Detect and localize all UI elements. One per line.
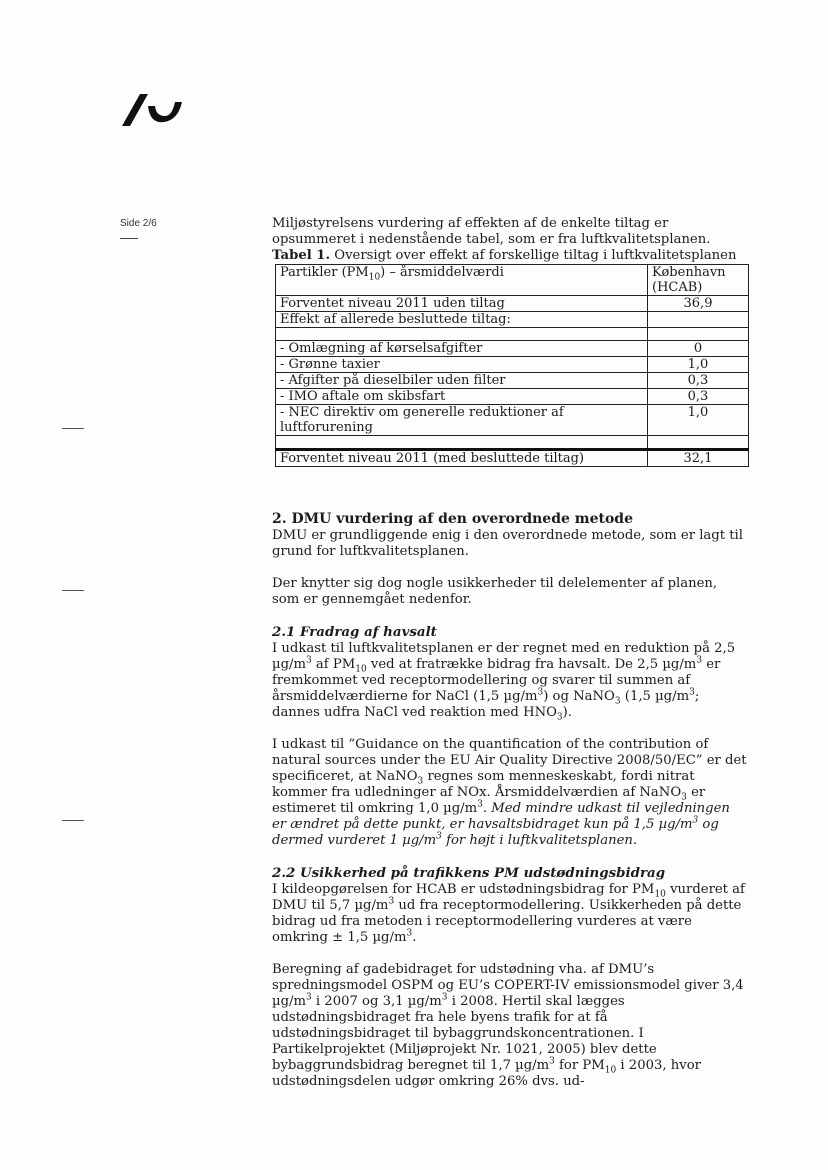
table-caption-label: Tabel 1. [272, 248, 331, 263]
table-cell-value: 1,0 [648, 405, 749, 436]
table-cell-label: - IMO aftale om skibsfart [276, 389, 648, 405]
table-row [276, 357, 749, 373]
subsection-heading: 2.1 Fradrag af havsalt [272, 624, 437, 640]
paragraph: DMU er grundliggende enig i den overordnede metode, som er lagt til grund for luftkvalitetsplanen. [272, 528, 743, 559]
table-cell-value: 36,9 [648, 296, 749, 312]
document-body [272, 216, 748, 1090]
table-caption-text: Oversigt over effekt af forskellige tiltag i luftkvalitetsplanen [330, 248, 737, 263]
table-cell-value: 0,3 [648, 389, 749, 405]
table-row-effect-header [276, 312, 749, 328]
margin-mark [62, 590, 84, 591]
table-cell-value: 1,0 [648, 357, 749, 373]
table-row [276, 341, 749, 357]
table-row-expected [276, 296, 749, 312]
paragraph: I kildeopgørelsen for HCAB er udstødningsbidrag for $PM_{10}$ vurderet af DMU til 5,7 $\mu g/m^3$ ud fra receptormodellering. Usikkerheden på dette bidrag ud fra metoden i receptormodellering vurderes at være omkring ± 1,5 $\mu g/m^3$. [272, 882, 745, 945]
table-row [276, 389, 749, 405]
table-cell-label: - NEC direktiv om generelle reduktioner af luftforurening [276, 405, 648, 436]
paragraph: Der knytter sig dog nogle usikkerheder til delelementer af planen, som er gennemgået nedenfor. [272, 576, 718, 607]
measures-table [275, 264, 749, 467]
margin-mark [62, 428, 84, 429]
side-rule [120, 238, 138, 239]
italic-note: Med mindre udkast til vejledningen er ændret på dette punkt, er havsaltsbidraget kun på 1,5 $\mu g/m^3$ og dermed vurderet 1 $\mu g/m^3$ for højt i luftkvalitetsplanen. [272, 801, 730, 848]
table-row [276, 405, 749, 436]
table-cell-value [648, 312, 749, 328]
paragraph: I udkast til luftkvalitetsplanen er der regnet med en reduktion på 2,5 $\mu g/m^3$ af $PM_{10}$ ved at fratrække bidrag fra havsalt. De 2,5 $\mu g/m^3$ er fremkommet ved receptormodellering og svarer til summen af årsmiddelværdierne for NaCl (1,5 $\mu g/m^3$) og NaNO$_3$ (1,5 $\mu g/m^3$; dannes udfra NaCl ved reaktion med $HNO_3$). [272, 641, 736, 723]
margin-mark [62, 820, 84, 821]
table-cell-label: - Afgifter på dieselbiler uden filter [276, 373, 648, 389]
table-header-location: København (HCAB) [648, 265, 749, 296]
table-cell-value: 32,1 [648, 450, 749, 467]
table-cell-label: - Omlægning af kørselsafgifter [276, 341, 648, 357]
table-header-pollutant: Partikler $(PM_{10})$ – årsmiddelværdi [276, 265, 648, 296]
table-cell-label: Effekt af allerede besluttede tiltag: [276, 312, 648, 328]
subsection-heading: 2.2 Usikkerhed på trafikkens PM udstødningsbidrag [272, 865, 666, 881]
table-cell-value: 0,3 [648, 373, 749, 389]
table-caption [272, 248, 748, 264]
table-cell-label: - Grønne taxier [276, 357, 648, 373]
section-heading: 2. DMU vurdering af den overordnede metode [272, 511, 633, 527]
paragraph: Beregning af gadebidraget for udstødning vha. af DMU’s spredningsmodel OSPM og EU’s COPERT-IV emissionsmodel giver 3,4 $\mu g/m^3$ i 2007 og 3,1 $\mu g/m^3$ i 2008. Hertil skal lægges udstødningsbidraget fra hele byens trafik for at få udstødningsbidraget til bybaggrundskoncentrationen. I Partikelprojektet (Miljøprojekt Nr. 1021, 2005) blev dette bybaggrundsbidrag beregnet til 1,7 $\mu g/m^3$ for $PM_{10}$ i 2003, hvor udstødningsdelen udgør omkring 26% dvs. ud- [272, 962, 744, 1089]
table-cell-label: Forventet niveau 2011 (med besluttede tiltag) [276, 450, 648, 467]
table-spacer-row [276, 436, 749, 450]
paragraph: I udkast til “Guidance on the quantification of the contribution of natural sources under the EU Air Quality Directive 2008/50/EC” er det specificeret, at NaNO$_3$ regnes som menneskeskabt, fordi nitrat kommer fra udledninger af NOx. Årsmiddelværdien af NaNO$_3$ er estimeret til omkring 1,0 $\mu g/m^3$. Med mindre udkast til vejledningen er ændret på dette punkt, er havsaltsbidraget kun på 1,5 $\mu g/m^3$ og dermed vurderet 1 $\mu g/m^3$ for højt i luftkvalitetsplanen. [272, 737, 747, 848]
table-cell-value: 0 [648, 341, 749, 357]
page-number: Side 2/6 [120, 218, 157, 229]
table-row-final [276, 450, 749, 467]
university-logo [118, 88, 190, 130]
table-header-row [276, 265, 749, 296]
intro-paragraph: Miljøstyrelsens vurdering af effekten af de enkelte tiltag er opsummeret i nedenstående tabel, som er fra luftkvalitetsplanen. [272, 216, 711, 247]
table-row [276, 373, 749, 389]
table-cell-label: Forventet niveau 2011 uden tiltag [276, 296, 648, 312]
table-spacer-row [276, 328, 749, 341]
